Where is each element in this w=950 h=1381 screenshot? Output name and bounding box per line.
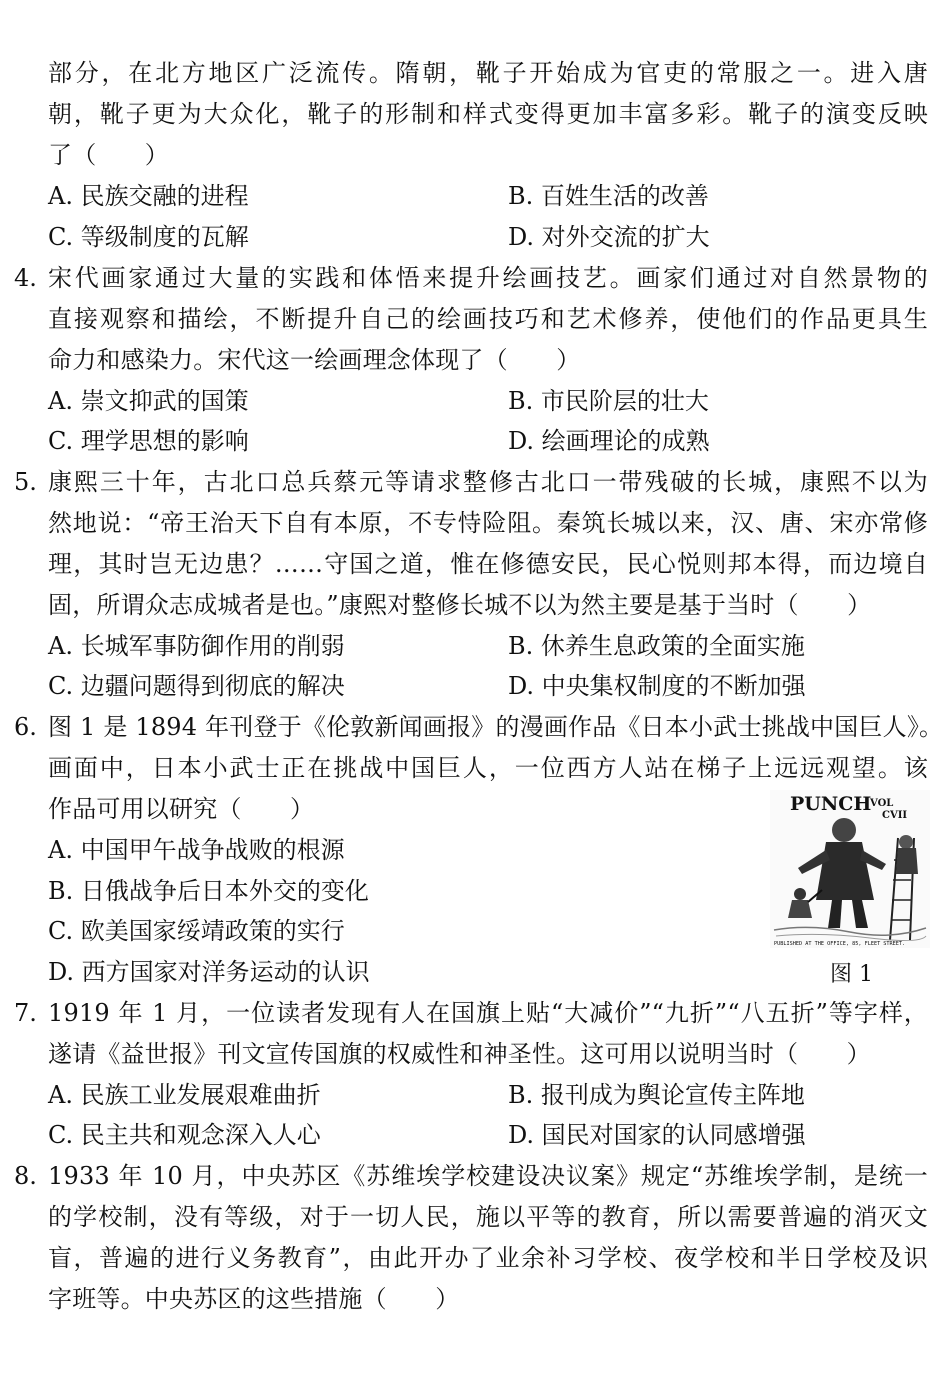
q6-number: 6. [14, 713, 37, 741]
q7-option-b: B. 报刊成为舆论宣传主阵地 [508, 1081, 805, 1109]
q5-option-d: D. 中央集权制度的不断加强 [508, 672, 806, 700]
figure-masthead: PUNCH [790, 793, 872, 815]
q4-option-a: A. 崇文抑武的国策 [48, 387, 249, 415]
q4-option-b: B. 市民阶层的壮大 [508, 387, 709, 415]
q5-option-b: B. 休养生息政策的全面实施 [508, 632, 805, 660]
q5-line-4: 固，所谓众志成城者是也。”康熙对整修长城不以为然主要是基于当时（ ） [48, 591, 872, 619]
q5-line-2: 然地说：“帝王治天下自有本原，不专恃险阻。秦筑长城以来，汉、唐、宋亦常修 [48, 509, 928, 537]
q7-line-2: 遂请《益世报》刊文宣传国旗的权威性和神圣性。这可用以说明当时（ ） [48, 1040, 871, 1068]
q8-line-4: 字班等。中央苏区的这些措施（ ） [48, 1285, 460, 1313]
q3-line-1: 部分，在北方地区广泛流传。隋朝，靴子开始成为官吏的常服之一。进入唐 [48, 59, 928, 87]
q7-option-c: C. 民主共和观念深入人心 [48, 1121, 321, 1149]
q4-option-c: C. 理学思想的影响 [48, 427, 249, 455]
figure-volume: VOL [870, 798, 894, 809]
figure-caption: 图 1 [830, 962, 873, 987]
q6-line-2: 画面中，日本小武士正在挑战中国巨人，一位西方人站在梯子上远远观望。该 [48, 754, 928, 782]
q6-option-a: A. 中国甲午战争战败的根源 [48, 836, 345, 864]
punch-cartoon-illustration [770, 790, 930, 948]
q4-line-3: 命力和感染力。宋代这一绘画理念体现了（ ） [48, 346, 581, 374]
punch-cartoon-figure [770, 790, 930, 948]
q3-option-c: C. 等级制度的瓦解 [48, 223, 249, 251]
q7-option-d: D. 国民对国家的认同感增强 [508, 1121, 806, 1149]
q8-line-2: 的学校制，没有等级，对于一切人民，施以平等的教育，所以需要普遍的消灭文 [48, 1203, 928, 1231]
q7-number: 7. [14, 999, 37, 1027]
figure-footer-text: PUBLISHED AT THE OFFICE, 85, FLEET STREET. [774, 941, 906, 947]
q3-line-3: 了（ ） [48, 141, 169, 169]
q5-option-c: C. 边疆问题得到彻底的解决 [48, 672, 345, 700]
q8-line-3: 盲，普遍的进行义务教育”，由此开办了业余补习学校、夜学校和半日学校及识 [48, 1244, 928, 1272]
q3-option-b: B. 百姓生活的改善 [508, 182, 709, 210]
q5-line-1: 康熙三十年，古北口总兵蔡元等请求整修古北口一带残破的长城，康熙不以为 [48, 468, 928, 496]
q8-number: 8. [14, 1162, 37, 1190]
q6-option-b: B. 日俄战争后日本外交的变化 [48, 877, 369, 905]
q7-line-1: 1919 年 1 月，一位读者发现有人在国旗上贴“大减价”“九折”“八五折”等字样， [48, 999, 928, 1027]
q6-option-d: D. 西方国家对洋务运动的认识 [48, 958, 370, 986]
q8-line-1: 1933 年 10 月，中央苏区《苏维埃学校建设决议案》规定“苏维埃学制，是统一 [48, 1162, 928, 1190]
q3-option-d: D. 对外交流的扩大 [508, 223, 710, 251]
q4-number: 4. [14, 264, 37, 292]
q6-line-3: 作品可用以研究（ ） [48, 795, 315, 823]
q6-option-c: C. 欧美国家绥靖政策的实行 [48, 917, 345, 945]
q3-option-a: A. 民族交融的进程 [48, 182, 249, 210]
q5-number: 5. [14, 468, 37, 496]
q7-option-a: A. 民族工业发展艰难曲折 [48, 1081, 321, 1109]
q4-option-d: D. 绘画理论的成熟 [508, 427, 710, 455]
q4-line-2: 直接观察和描绘，不断提升自己的绘画技巧和艺术修养，使他们的作品更具生 [48, 305, 928, 333]
q3-line-2: 朝，靴子更为大众化，靴子的形制和样式变得更加丰富多彩。靴子的演变反映 [48, 100, 928, 128]
q5-line-3: 理，其时岂无边患？……守国之道，惟在修德安民，民心悦则邦本得，而边境自 [48, 550, 928, 578]
q5-option-a: A. 长城军事防御作用的削弱 [48, 632, 345, 660]
figure-volume-number: CVII [882, 810, 908, 821]
q4-line-1: 宋代画家通过大量的实践和体悟来提升绘画技艺。画家们通过对自然景物的 [48, 264, 928, 292]
q6-line-1: 图 1 是 1894 年刊登于《伦敦新闻画报》的漫画作品《日本小武士挑战中国巨人》。 [48, 713, 944, 741]
